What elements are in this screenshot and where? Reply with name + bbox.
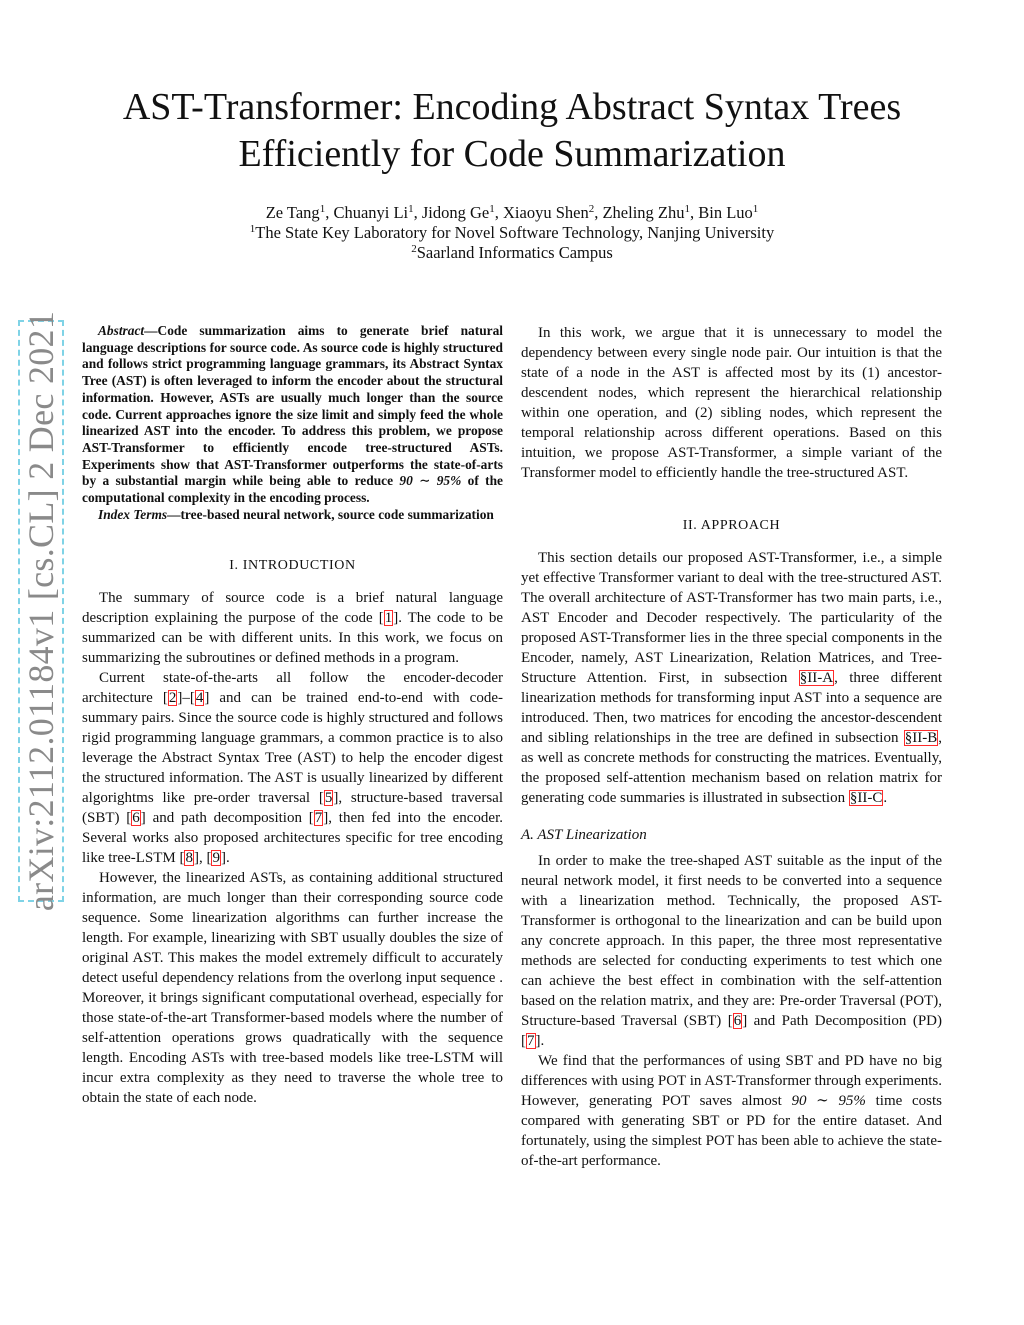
linearization-paragraph: In order to make the tree-shaped AST suitable as the input of the neural network model, it first needs to be converted into a sequence with a linearization method. Technically, the proposed AST-Transformer is orthogonal to the linearization and can be build upon any concrete approach. In this paper, the three most representative methods are selected for conducting experiments to test which one can achieve the best effect in combination with the self-attention based on the relation matrix, and they are: Pre-order Traversal (POT), Structure-based Traversal (SBT) [6] and Path Decomposition (PD) [7]. (521, 853, 942, 1049)
citation-link[interactable]: 7 (314, 810, 323, 827)
citation-link[interactable]: 6 (733, 1013, 742, 1029)
abstract (82, 323, 503, 523)
author: Zheling Zhu$^1$, (602, 203, 699, 222)
index-terms: Index Terms—tree-based neural network, source code summarization (98, 506, 494, 522)
author-block (60, 203, 964, 263)
intro-paragraph-2: Current state-of-the-arts all follow the encoder-decoder architecture [2]–[4] and can be trained end-to-end with code-summary pairs. Since the source code is highly structured and follows rigid programming language grammars, a common practice is to also leverage the Abstract Syntax Tree (AST) to help the encoder digest the structured information. The AST is usually linearized by different algorightms like pre-order traversal [5], structure-based traversal (SBT) [6] and path decomposition [7], then fed into the encoder. Several works also proposed architectures specific for tree encoding like tree-LSTM [8], [9]. (82, 670, 504, 867)
affiliation: $^2$Saarland Informatics Campus (411, 243, 613, 262)
right-column (521, 323, 942, 1171)
section-link[interactable]: §II-C (849, 790, 883, 806)
citation-link[interactable]: 1 (384, 610, 393, 627)
author: Jidong Ge$^1$, (421, 203, 504, 222)
intro-paragraph-1: The summary of source code is a brief natural language description explaining the purpose of the code [1]. The code to be summarized can be with different units. In this work, we focus on summarizing the subroutines or defined methods in a program. (82, 590, 503, 667)
title-line-2: Efficiently for Code Summarization (238, 133, 786, 175)
findings-paragraph: We find that the performances of using SBT and PD have no big differences with using POT in AST-Transformer through experiments. However, generating POT saves almost 90 ∼ 95% time costs compared with generating SBT or PD for the entire dataset. And fortunately, using the simplest POT has been able to achieve the state-of-the-art performance. (521, 1053, 942, 1169)
paper-title (60, 84, 964, 178)
abstract-label: Abstract (98, 323, 145, 338)
author: Xiaoyu Shen$^2$, (503, 203, 603, 222)
affiliation: $^1$The State Key Laboratory for Novel Software Technology, Nanjing University (249, 223, 775, 242)
citation-link[interactable]: 7 (527, 1033, 535, 1049)
citation-link[interactable]: 5 (324, 790, 333, 807)
section-link[interactable]: §II-A (799, 670, 834, 686)
left-column (82, 323, 503, 1108)
math-range: 90 ∼ 95% (791, 1093, 866, 1109)
citation-link[interactable]: 9 (212, 850, 220, 867)
citation-link[interactable]: 8 (185, 850, 193, 867)
author: Ze Tang$^1$, (265, 203, 334, 222)
arxiv-identifier-stamp (18, 310, 64, 912)
approach-paragraph: This section details our proposed AST-Transformer, i.e., a simple yet effective Transformer variant to deal with the tree-structured AST. The overall architecture of AST-Transformer has two main parts, i.e., AST Encoder and Decoder respectively. The particularity of the proposed AST-Transformer lies in the three special components in the Encoder, namely, AST Linearization, Relation Matrices, and Tree-Structure Attention. First, in subsection §II-A, three different linearization methods for transforming input AST into a sequence are introduced. Then, two matrices for encoding the ancestor-descendent and sibling relationships in the tree are defined in subsection §II-B, as well as concrete methods for constructing the matrices. Eventually, the proposed self-attention mechanism based on relation matrix for generating code summaries is illustrated in subsection §II-C. (521, 550, 943, 806)
title-line-1: AST-Transformer: Encoding Abstract Syntax Trees (122, 86, 902, 128)
author-list (60, 203, 964, 223)
subsection-heading-ast-linearization: A. AST Linearization (521, 827, 647, 843)
section-heading-approach: II. APPROACH (682, 518, 781, 533)
index-terms-label: Index Terms (98, 506, 168, 522)
citation-link[interactable]: 4 (195, 690, 204, 707)
section-link[interactable]: §II-B (904, 730, 938, 746)
abstract-paragraph: Abstract—Code summarization aims to generate brief natural language descriptions for source code. As source code is highly structured and follows strict programming language grammars, its Abstract Syntax Tree (AST) is often leveraged to inform the encoder about the structural information. However, ASTs are usually much longer than the source code. Current approaches ignore the size limit and simply feed the whole linearized AST into the encoder. To address this problem, we propose AST-Transformer to efficiently encode tree-structured ASTs. Experiments show that AST-Transformer outperforms the state-of-arts by a substantial margin while being able to reduce 90 ∼ 95% of the computational complexity in the encoding process. (82, 323, 503, 506)
author: Chuanyi Li$^1$, (333, 203, 422, 222)
intro-paragraph-3: However, the linearized ASTs, as containing additional structured information, are much longer than their corresponding source code sequence. Some linearization algorithms can further increase the length. For example, linearizing with SBT usually doubles the size of original AST. This makes the model extremely difficult to accurately detect useful dependency relations from the overlong input sequence . Moreover, it brings significant computational overhead, especially for those state-of-the-art Transformer-based models where the number of self-attention operations grows quadratically with the sequence length. Encoding ASTs with tree-based models like tree-LSTM will incur extra complexity as they need to traverse the whole tree to obtain the state of each node. (82, 870, 503, 1107)
author: Bin Luo$^1$ (698, 203, 759, 222)
citation-link[interactable]: 2 (168, 690, 177, 707)
math-range: 90 ∼ 95% (399, 473, 462, 489)
section-heading-introduction: I. INTRODUCTION (229, 558, 356, 574)
arxiv-identifier-text: arXiv:2112.01184v1 [cs.CL] 2 Dec 2021 (21, 310, 61, 912)
citation-link[interactable]: 6 (132, 810, 140, 827)
intro-paragraph-4: In this work, we argue that it is unnecessary to model the dependency between every single node pair. Our intuition is that the state of a node in the AST is affected most by its (1) ancestor-descendent nodes, which represent the hierarchical relationship within one operation, and (2) sibling nodes, which represent the temporal relationship across different operations. Based on this intuition, we propose AST-Transformer, a simple variant of the Transformer model to efficiently handle the tree-structured AST. (521, 325, 942, 481)
